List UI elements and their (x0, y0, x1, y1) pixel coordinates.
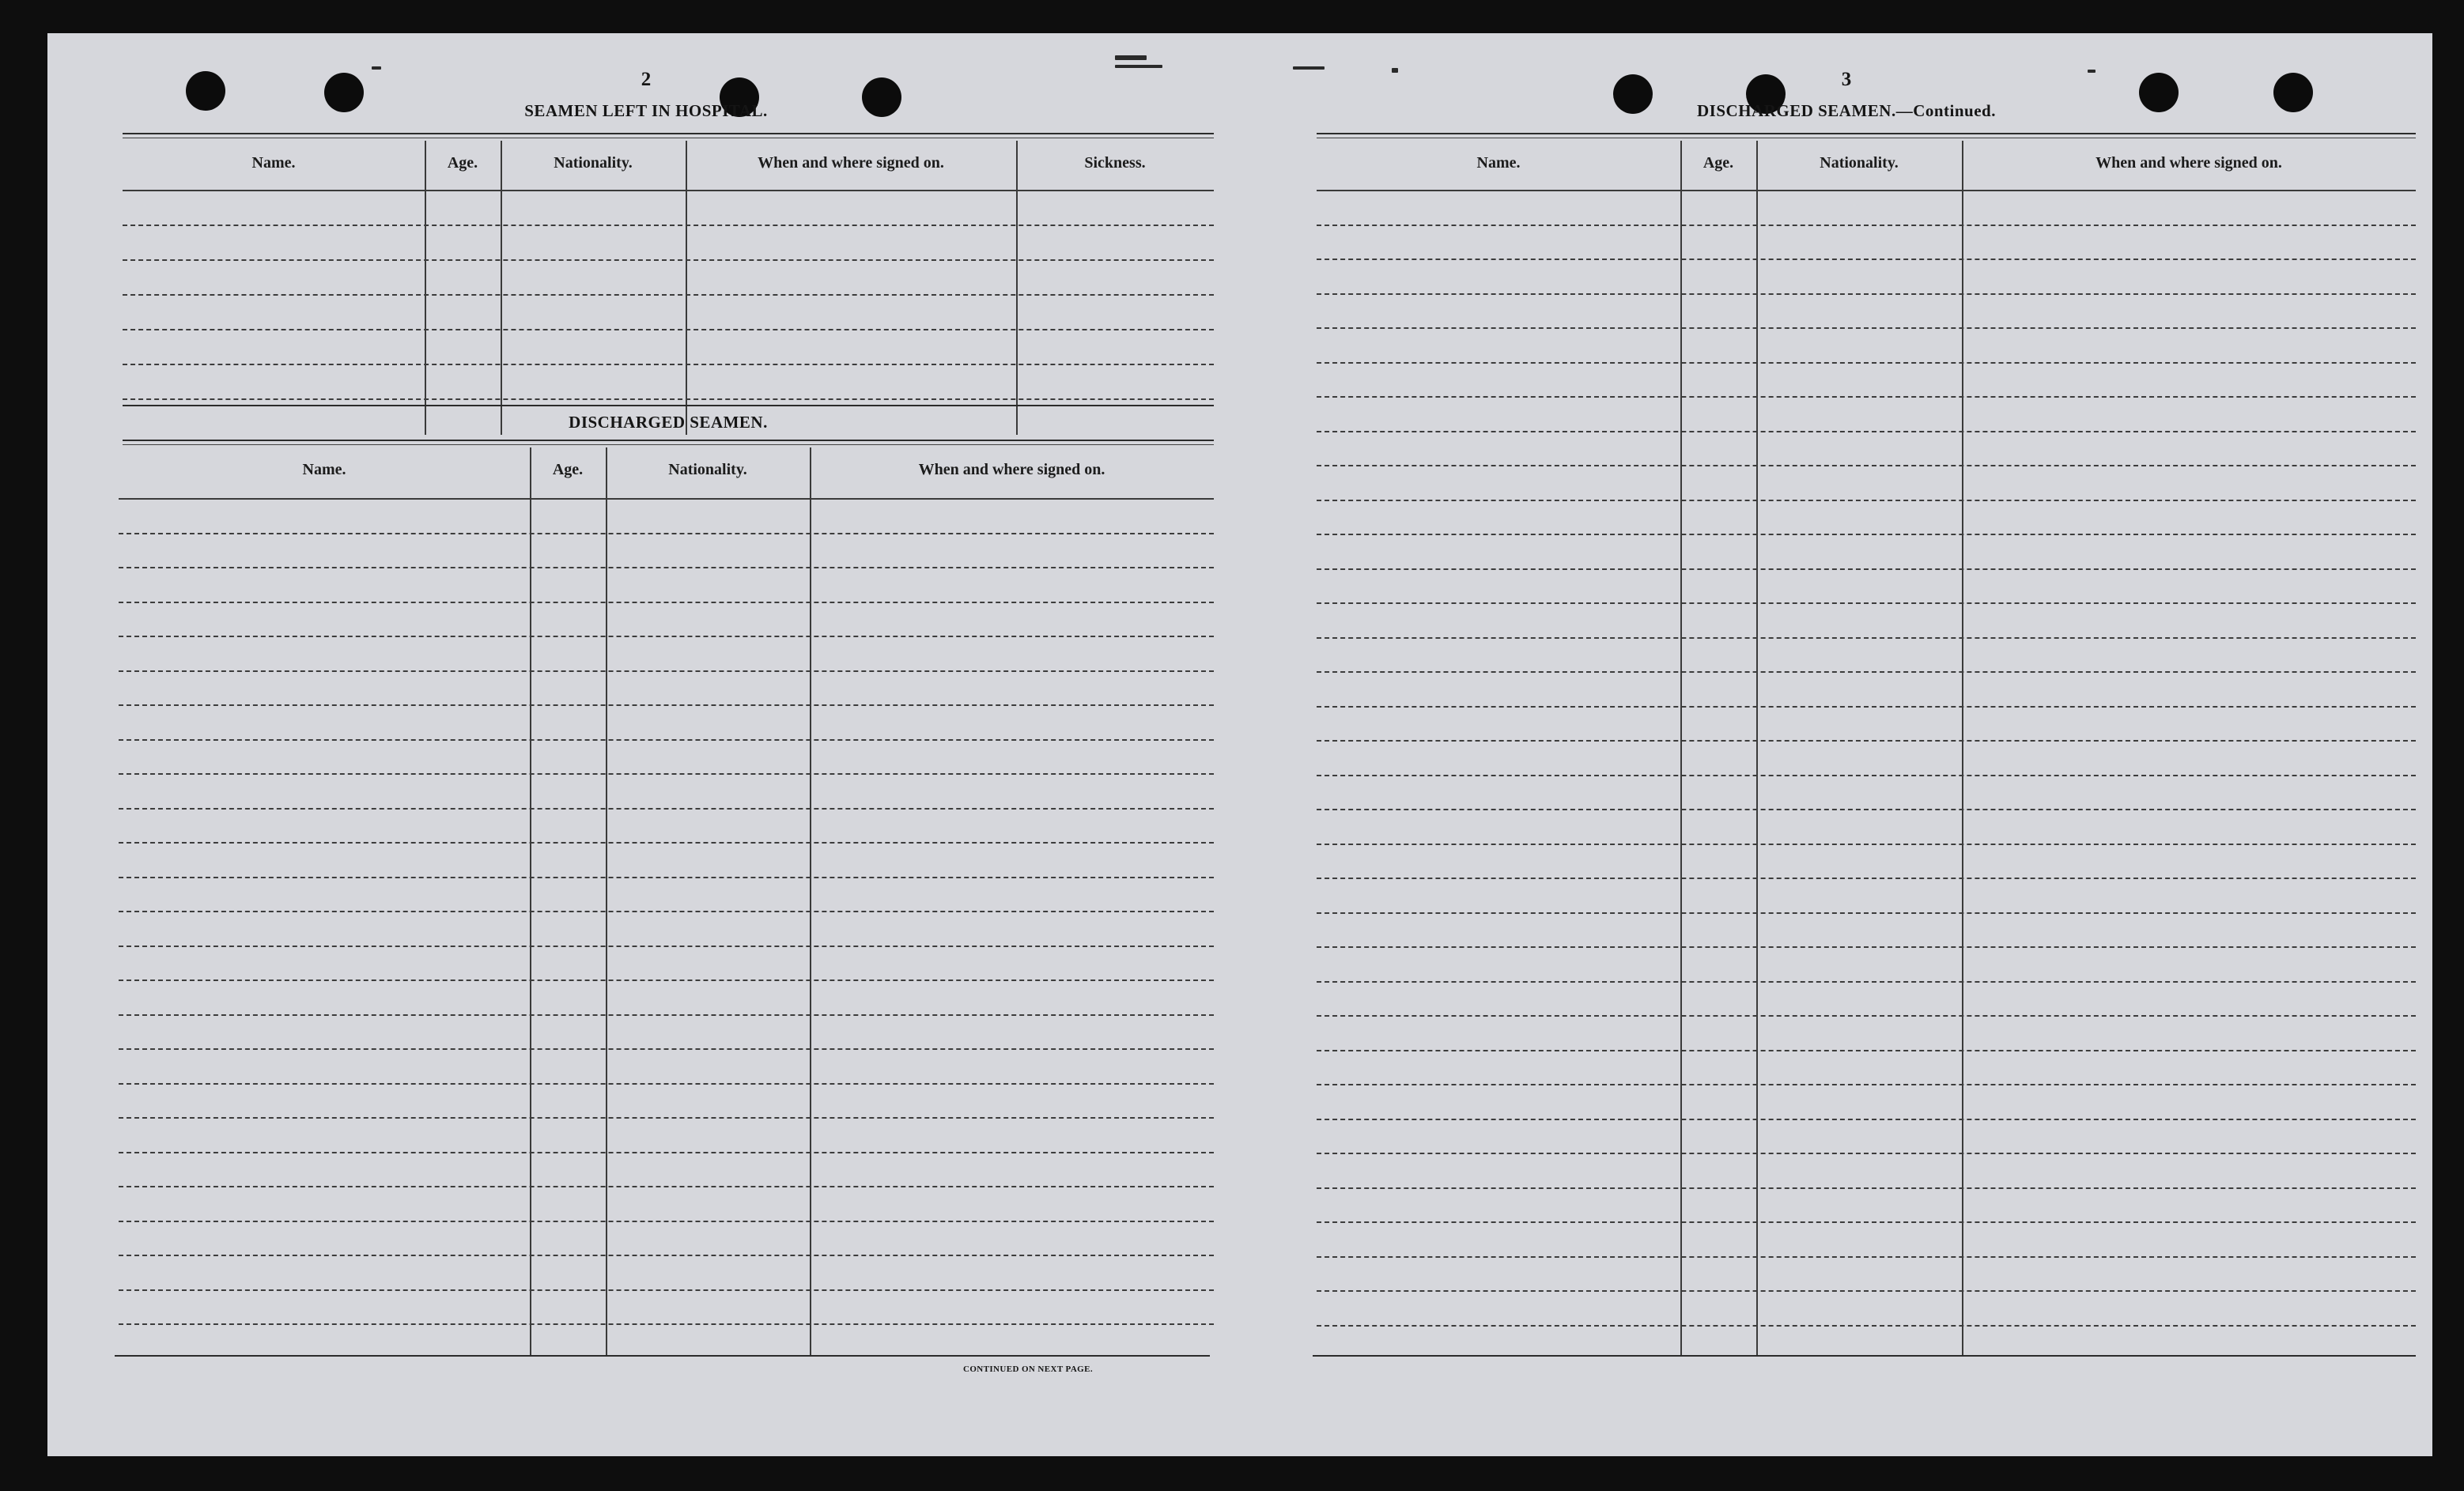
ink-speck (1293, 66, 1325, 70)
column-header: When and where signed on. (758, 154, 944, 172)
entry-line[interactable] (119, 1221, 1214, 1222)
column-divider (606, 447, 607, 1355)
entry-line[interactable] (1317, 671, 2416, 673)
entry-line[interactable] (1317, 878, 2416, 879)
section-title-hospital: SEAMEN LEFT IN HOSPITAL. (524, 101, 768, 120)
discharged-table (119, 447, 1214, 1355)
header-rule (1317, 190, 2416, 191)
entry-line[interactable] (119, 567, 1214, 568)
column-divider (686, 141, 687, 435)
hospital-table (123, 141, 1214, 435)
page-number-right: 3 (1841, 69, 1852, 90)
column-divider (425, 141, 426, 435)
entry-line[interactable] (123, 294, 1214, 296)
entry-line[interactable] (1317, 844, 2416, 845)
column-divider (501, 141, 502, 435)
entry-line[interactable] (119, 773, 1214, 775)
column-header: Age. (552, 461, 584, 478)
entry-line[interactable] (1317, 1290, 2416, 1292)
title-rule (123, 444, 1214, 445)
entry-line[interactable] (1317, 1050, 2416, 1051)
column-divider (1756, 141, 1758, 1355)
punch-hole (2273, 73, 2313, 112)
entry-line[interactable] (119, 808, 1214, 810)
entry-line[interactable] (119, 602, 1214, 603)
entry-line[interactable] (123, 329, 1214, 330)
entry-line[interactable] (119, 1323, 1214, 1325)
entry-line[interactable] (1317, 534, 2416, 535)
title-rule (1317, 133, 2416, 134)
entry-line[interactable] (119, 877, 1214, 878)
column-divider (530, 447, 531, 1355)
entry-line[interactable] (119, 1186, 1214, 1187)
entry-line[interactable] (1317, 1119, 2416, 1120)
entry-line[interactable] (1317, 1256, 2416, 1258)
entry-line[interactable] (1317, 775, 2416, 776)
ink-speck (1115, 55, 1147, 60)
entry-line[interactable] (119, 1014, 1214, 1016)
punch-hole (862, 77, 901, 117)
entry-line[interactable] (119, 1255, 1214, 1256)
section-rule (123, 405, 1214, 406)
form-sheet (47, 33, 2432, 1456)
entry-line[interactable] (1317, 1153, 2416, 1154)
entry-line[interactable] (1317, 293, 2416, 295)
entry-line[interactable] (119, 1289, 1214, 1291)
column-header: Name. (302, 461, 346, 478)
column-divider (1016, 141, 1018, 435)
title-rule (123, 440, 1214, 441)
column-divider (810, 447, 811, 1355)
column-header: When and where signed on. (2096, 154, 2282, 172)
entry-line[interactable] (1317, 362, 2416, 364)
ink-speck (2088, 70, 2096, 73)
entry-line[interactable] (1317, 568, 2416, 570)
column-header: Name. (1476, 154, 1521, 172)
entry-line[interactable] (119, 739, 1214, 741)
column-header: Nationality. (1820, 154, 1899, 172)
entry-line[interactable] (1317, 327, 2416, 329)
continued-note: CONTINUED ON NEXT PAGE. (962, 1365, 1094, 1374)
entry-line[interactable] (1317, 809, 2416, 810)
column-header: Age. (1703, 154, 1734, 172)
entry-line[interactable] (1317, 740, 2416, 742)
punch-hole (2139, 73, 2179, 112)
entry-line[interactable] (1317, 981, 2416, 983)
entry-line[interactable] (1317, 465, 2416, 466)
entry-line[interactable] (119, 704, 1214, 706)
entry-line[interactable] (1317, 912, 2416, 914)
page-number-left: 2 (641, 69, 652, 90)
entry-line[interactable] (119, 1152, 1214, 1153)
entry-line[interactable] (119, 911, 1214, 912)
column-header: Name. (251, 154, 296, 172)
entry-line[interactable] (1317, 1221, 2416, 1223)
column-divider (1962, 141, 1963, 1355)
entry-line[interactable] (119, 670, 1214, 672)
entry-line[interactable] (119, 636, 1214, 637)
column-divider (1680, 141, 1682, 1355)
section-title-discharged-continued: DISCHARGED SEAMEN.—Continued. (1697, 101, 1996, 120)
column-header: Age. (447, 154, 478, 172)
punch-hole (186, 71, 225, 111)
entry-line[interactable] (1317, 431, 2416, 432)
bottom-rule (1313, 1355, 2416, 1357)
entry-line[interactable] (1317, 1015, 2416, 1017)
ink-speck (1115, 65, 1162, 68)
column-header: When and where signed on. (918, 461, 1105, 478)
column-header: Nationality. (554, 154, 633, 172)
entry-line[interactable] (119, 1083, 1214, 1085)
header-rule (123, 190, 1214, 191)
entry-line[interactable] (1317, 1187, 2416, 1189)
entry-line[interactable] (119, 1117, 1214, 1119)
entry-line[interactable] (1317, 259, 2416, 260)
ink-speck (1392, 68, 1398, 73)
entry-line[interactable] (1317, 500, 2416, 501)
bottom-rule (115, 1355, 1210, 1357)
column-header: Sickness. (1084, 154, 1146, 172)
entry-line[interactable] (119, 946, 1214, 947)
entry-line[interactable] (1317, 1084, 2416, 1085)
discharged-continued-table (1317, 141, 2416, 1355)
entry-line[interactable] (119, 980, 1214, 981)
section-title-discharged: DISCHARGED SEAMEN. (569, 413, 768, 432)
entry-line[interactable] (119, 1048, 1214, 1050)
entry-line[interactable] (123, 398, 1214, 400)
header-rule (119, 498, 1214, 500)
title-rule (123, 133, 1214, 134)
entry-line[interactable] (123, 364, 1214, 365)
entry-line[interactable] (1317, 706, 2416, 708)
entry-line[interactable] (1317, 602, 2416, 604)
column-header: Nationality. (668, 461, 747, 478)
entry-line[interactable] (1317, 396, 2416, 398)
entry-line[interactable] (1317, 1325, 2416, 1327)
entry-line[interactable] (123, 259, 1214, 261)
punch-hole (324, 73, 364, 112)
punch-hole (1613, 74, 1653, 114)
entry-line[interactable] (1317, 225, 2416, 226)
ink-speck (372, 66, 381, 70)
entry-line[interactable] (1317, 637, 2416, 639)
entry-line[interactable] (119, 842, 1214, 844)
entry-line[interactable] (119, 533, 1214, 534)
entry-line[interactable] (123, 225, 1214, 226)
entry-line[interactable] (1317, 946, 2416, 948)
